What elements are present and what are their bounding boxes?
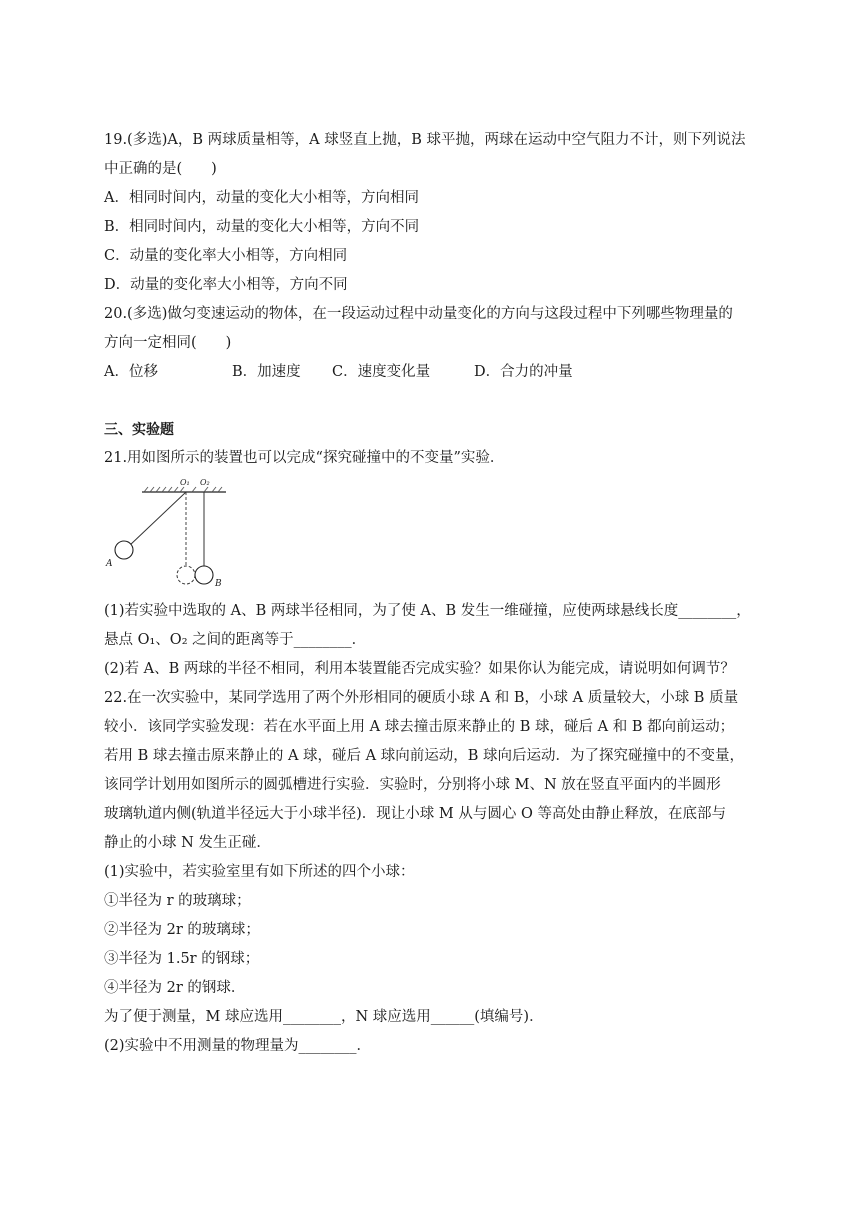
q19-option-c: C．动量的变化率大小相等，方向相同 <box>104 248 348 264</box>
q19-option-d: D．动量的变化率大小相等，方向不同 <box>104 277 348 293</box>
q22-line4: 该同学计划用如图所示的圆弧槽进行实验．实验时，分别将小球 M、N 放在竖直平面内的半圆形 <box>104 777 721 793</box>
q19-option-a: A．相同时间内，动量的变化大小相等，方向相同 <box>104 190 419 206</box>
pivot-o1-label: O₁ <box>180 478 190 487</box>
q21-stem: 21.用如图所示的装置也可以完成“探究碰撞中的不变量”实验． <box>104 450 505 466</box>
section-title: 三、实验题 <box>104 422 174 438</box>
q21-part1-line1: (1)若实验中选取的 A、B 两球半径相同，为了使 A、B 发生一维碰撞，应使两球悬线长度________， <box>104 603 751 619</box>
pendulum-figure <box>104 478 228 590</box>
ball-a-rest-dashed <box>177 566 195 584</box>
q20-option-d: D．合力的冲量 <box>474 364 573 380</box>
q22-line1: 22.在一次实验中，某同学选用了两个外形相同的硬质小球 A 和 B，小球 A 质量较大，小球 B 质量 <box>104 690 739 706</box>
ball-b-label: B <box>215 579 222 589</box>
q19-option-b: B．相同时间内，动量的变化大小相等，方向不同 <box>104 219 420 235</box>
q20-option-b: B．加速度 <box>232 364 301 380</box>
ball-a-label: A <box>106 559 113 569</box>
q22-ball-1: ①半径为 r 的玻璃球； <box>104 893 251 909</box>
q20-stem-line2: 方向一定相同( ) <box>104 335 232 351</box>
q22-line2: 较小．该同学实验发现：若在水平面上用 A 球去撞击原来静止的 B 球，碰后 A 和 B 都向前运动； <box>104 719 735 735</box>
ball-b <box>195 566 213 584</box>
pivot-o2-label: O₂ <box>200 478 210 487</box>
q22-line6: 静止的小球 N 发生正碰． <box>104 835 271 851</box>
q19-stem-line2: 中正确的是( ) <box>104 161 217 177</box>
q19-stem-line1: 19.(多选)A，B 两球质量相等，A 球竖直上抛，B 球平抛，两球在运动中空气阻力不计，则下列说法 <box>104 132 746 148</box>
q20-option-a: A．位移 <box>104 364 158 380</box>
q20-option-c: C．速度变化量 <box>332 364 431 380</box>
q20-stem-line1: 20.(多选)做匀变速运动的物体，在一段运动过程中动量变化的方向与这段过程中下列哪些物理量的 <box>104 306 733 322</box>
q21-part2: (2)若 A、B 两球的半径不相同，利用本装置能否完成实验？如果你认为能完成，请说明如何调节？ <box>104 661 735 677</box>
q20-options-row <box>104 362 573 382</box>
q22-ball-4: ④半径为 2r 的钢球． <box>104 980 246 996</box>
q22-line3: 若用 B 球去撞击原来静止的 A 球，碰后 A 球向前运动，B 球向后运动．为了探究碰撞中的不变量， <box>104 748 745 764</box>
pendulum-diagram <box>104 478 228 590</box>
q21-part1-line2: 悬点 O₁、O₂ 之间的距离等于________． <box>104 632 367 648</box>
q22-ball-3: ③半径为 1.5r 的钢球； <box>104 951 260 967</box>
q22-part2: (2)实验中不用测量的物理量为________． <box>104 1038 372 1054</box>
q22-part1-intro: (1)实验中，若实验室里有如下所述的四个小球： <box>104 864 415 880</box>
q22-line5: 玻璃轨道内侧(轨道半径远大于小球半径)．现让小球 M 从与圆心 O 等高处由静止释放，在底部与 <box>104 806 726 822</box>
q22-ball-2: ②半径为 2r 的玻璃球； <box>104 922 260 938</box>
q22-part1-question: 为了便于测量，M 球应选用________，N 球应选用______(填编号)． <box>104 1009 544 1025</box>
ball-a-raised <box>115 541 133 559</box>
